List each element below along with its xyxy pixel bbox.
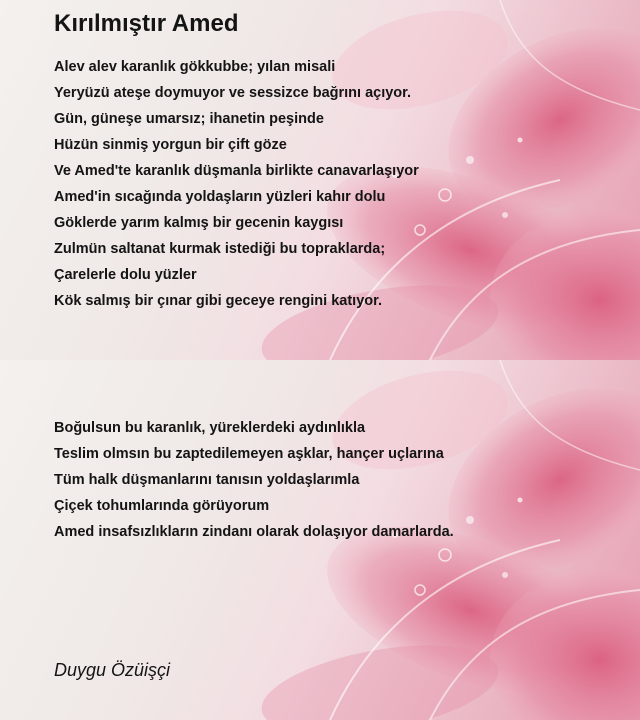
poem-line: Ve Amed'te karanlık düşmanla birlikte canavarlaşıyor [54,163,419,179]
poem-author: Duygu Özüişçi [54,660,171,680]
poem-line: Kök salmış bir çınar gibi geceye rengini katıyor. [54,293,382,309]
poem-line: Hüzün sinmiş yorgun bir çift göze [54,137,287,153]
poem-line: Göklerde yarım kalmış bir gecenin kaygısı [54,215,344,231]
poem-line: Çiçek tohumlarında görüyorum [54,498,270,514]
poem-line: Amed insafsızlıkların zindanı olarak dolaşıyor damarlarda. [54,524,454,540]
poem-line: Amed'in sıcağında yoldaşların yüzleri kahır dolu [54,189,386,205]
poem-line: Çarelerle dolu yüzler [54,267,197,283]
poem-line: Tüm halk düşmanlarını tanısın yoldaşlarımla [54,472,360,488]
poem-stanza-1 [54,54,419,314]
poem-line: Gün, güneşe umarsız; ihanetin peşinde [54,111,324,127]
poem-title: Kırılmıştır Amed [54,10,239,37]
poem-line: Alev alev karanlık gökkubbe; yılan misali [54,59,336,75]
poem-line: Teslim olmsın bu zaptedilemeyen aşklar, hançer uçlarına [54,446,444,462]
poem-stanza-2 [54,415,454,545]
poem-line: Zulmün saltanat kurmak istediği bu topraklarda; [54,241,386,257]
poem-line: Yeryüzü ateşe doymuyor ve sessizce bağrını açıyor. [54,85,412,101]
poem-line: Boğulsun bu karanlık, yüreklerdeki aydınlıkla [54,420,366,436]
